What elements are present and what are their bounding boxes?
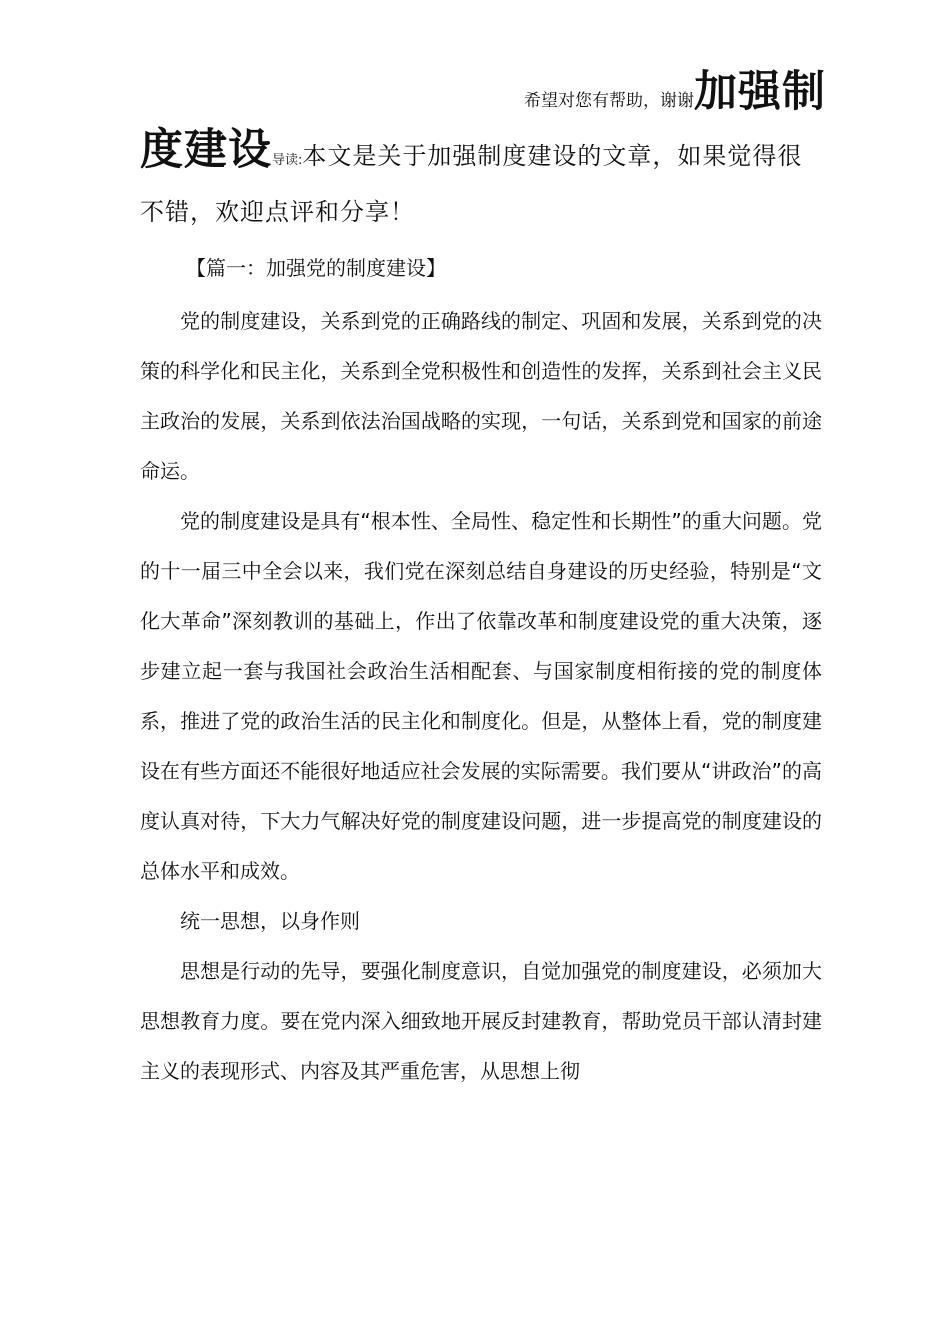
document-title-part1: 加强制 (694, 67, 826, 117)
section-title: 【篇一：加强党的制度建设】 (186, 256, 446, 280)
paragraph-3: 思想是行动的先导，要强化制度意识，自觉加强党的制度建设，必须加大思想教育力度。要在党内深入细致地开展反封建教育，帮助党员干部认清封建主义的表现形式、内容及其严重危害，从思想上彻 (140, 959, 822, 1083)
title-line-2 (140, 120, 830, 191)
header-note: 希望对您有帮助，谢谢 (524, 91, 694, 110)
guide-text-line1: 本文是关于加强制度建设的文章，如果觉得很 (302, 142, 803, 170)
document-body (140, 296, 822, 1096)
guide-label: 导读: (272, 153, 303, 168)
paragraph-2: 党的制度建设是具有“根本性、全局性、稳定性和长期性”的重大问题。党的十一届三中全会以来，我们党在深刻总结自身建设的历史经验，特别是“文化大革命”深刻教训的基础上，作出了依靠改革和制度建设党的重大决策，逐步建立起一套与我国社会政治生活相配套、与国家制度相衔接的党的制度体系，推进了党的政治生活的民主化和制度化。但是，从整体上看，党的制度建设在有些方面还不能很好地适应社会发展的实际需要。我们要从“讲政治”的高度认真对待，下大力气解决好党的制度建设问题，进一步提高党的制度建设的总体水平和成效。 (140, 509, 822, 883)
document-title-part2: 度建设 (140, 125, 272, 175)
paragraph-1: 党的制度建设，关系到党的正确路线的制定、巩固和发展，关系到党的决策的科学化和民主化，关系到全党积极性和创造性的发挥，关系到社会主义民主政治的发展，关系到依法治国战略的实现，一句话，关系到党和国家的前途命运。 (140, 309, 822, 483)
guide-text-line2: 不错，欢迎点评和分享！ (140, 198, 415, 226)
subheading-paragraph: 统一思想，以身作则 (180, 909, 360, 933)
